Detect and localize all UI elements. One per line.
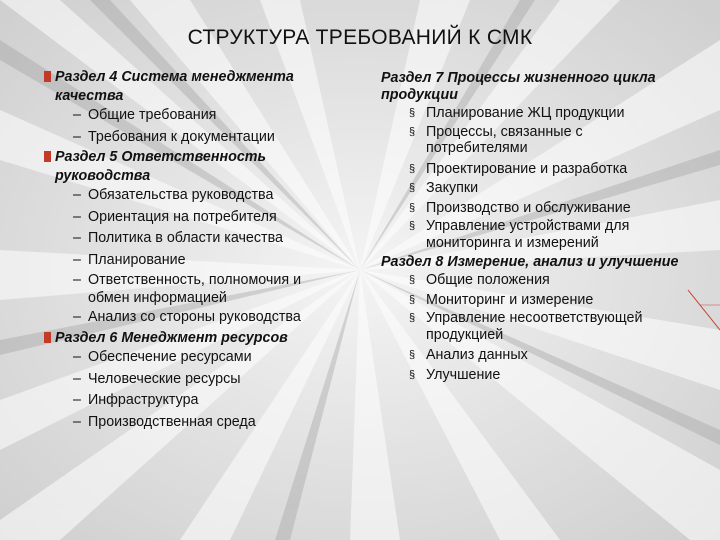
- list-item: § Закупки: [409, 180, 479, 196]
- list-item: § Мониторинг и измерение: [409, 291, 594, 308]
- list-item: – Анализ со стороны руководства: [73, 309, 301, 325]
- list-item: § Управление устройствами для мониторинга и измерений: [409, 218, 630, 251]
- list-item: – Производственная среда: [73, 413, 256, 430]
- list-item: § Проектирование и разработка: [409, 160, 628, 177]
- list-item: – Общие требования: [73, 107, 217, 123]
- list-item: § Общие положения: [409, 272, 550, 288]
- section-heading: Раздел 7 Процессы жизненного цикла продукции: [381, 70, 656, 103]
- list-item: – Обеспечение ресурсами: [73, 349, 252, 365]
- section-heading-text: Раздел 6 Менеджмент ресурсов: [55, 329, 288, 346]
- section-heading-text: Раздел 5 Ответственность руководства: [55, 149, 266, 184]
- left-column: [33, 68, 343, 433]
- list-item: § Анализ данных: [409, 347, 528, 363]
- list-item: – Планирование: [73, 251, 186, 268]
- list-item: – Человеческие ресурсы: [73, 370, 241, 387]
- red-bullet-icon: [44, 332, 51, 343]
- list-item: § Планирование ЖЦ продукции: [409, 105, 625, 121]
- section-heading: [33, 68, 343, 105]
- section-heading: Раздел 8 Измерение, анализ и улучшение: [381, 254, 679, 270]
- slide-title: СТРУКТУРА ТРЕБОВАНИЙ К СМК: [187, 26, 533, 49]
- section-heading: [33, 329, 343, 348]
- list-item: § Производство и обслуживание: [409, 199, 631, 216]
- list-item: – Ответственность, полномочия и обмен информацией: [73, 272, 302, 306]
- list-item: § Процессы, связанные с потребителями: [409, 123, 583, 156]
- red-bullet-icon: [44, 151, 51, 162]
- list-item: § Управление несоответствующей продукцией: [409, 310, 643, 343]
- section-heading-text: Раздел 4 Система менеджмента качества: [55, 69, 294, 104]
- right-column: [381, 70, 681, 385]
- list-item: – Требования к документации: [73, 128, 275, 145]
- list-item: – Ориентация на потребителя: [73, 208, 277, 225]
- list-item: – Инфраструктура: [73, 392, 199, 408]
- list-item: – Обязательства руководства: [73, 187, 274, 203]
- section-heading: [33, 148, 343, 185]
- list-item: § Улучшение: [409, 366, 501, 383]
- red-bullet-icon: [44, 71, 51, 82]
- list-item: – Политика в области качества: [73, 230, 283, 246]
